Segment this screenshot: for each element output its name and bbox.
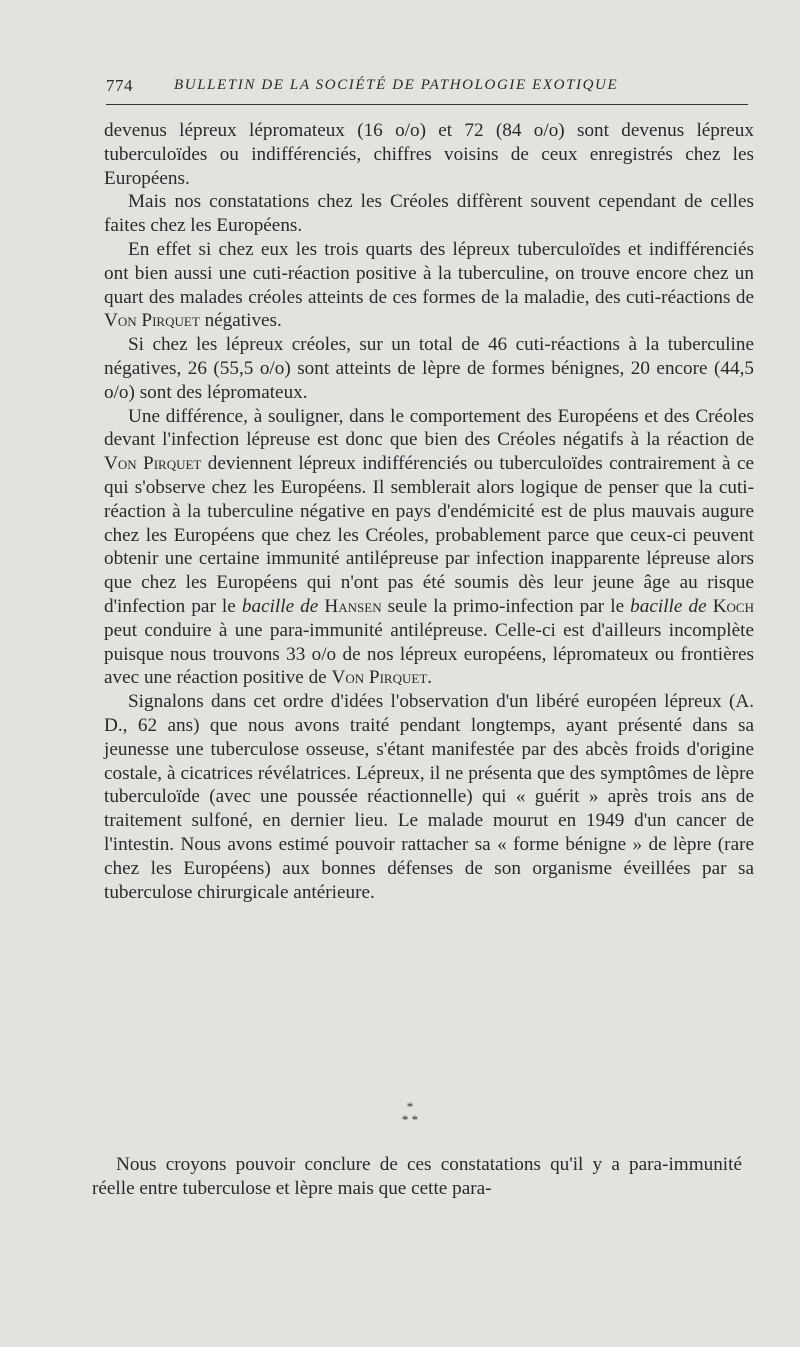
paragraph-p6: Signalons dans cet ordre d'idées l'observation d'un libéré européen lépreux (A. D., 62 ans) que nous avons traité pendant longtemps, ayant présenté dans sa jeunesse une tuberculose osseuse, s'étant manifestée par des abcès froids d'origine costale, à cicatrices révélatrices. Lépreux, il ne présenta que des symptômes de lèpre tuberculoïde (avec une poussée réactionnelle) qui « guérit » après trois ans de traitement sulfoné, en dernier lieu. Le malade mourut en 1949 d'un cancer de l'intestin. Nous avons estimé pouvoir rattacher sa « forme bénigne » de lèpre (rare chez les Européens) aux bonnes défenses de son organisme éveillées par sa tuberculose chirurgicale antérieure. — [104, 691, 754, 903]
text-run: deviennent lépreux indifférenciés ou tuberculoïdes contrairement à ce qui s'observe chez les Européens. Il semblerait alors logique de penser que la cuti-réaction à la tuberculine négative en pays d'endémicité est de plus mauvais augure chez les Européens que chez les Créoles, probablement parce que ceux-ci peuvent obtenir une certaine immunité antilépreuse par infection inapparente lépreuse alors que chez les Européens qui n'ont pas été soumis dès leur jeune âge au risque d'infection par le — [104, 453, 754, 617]
text-run: peut conduire à une para-immunité antilépreuse. Celle-ci est d'ailleurs incomplète puisque nous trouvons 33 o/o de nos lépreux européens, lépromateux ou frontières avec une réaction positive de — [104, 619, 754, 689]
text-run: seule la primo-infection par le — [381, 595, 631, 617]
page-header — [106, 76, 746, 102]
text-run: . — [427, 667, 433, 689]
asterism-top: * — [406, 1099, 414, 1114]
body-text — [104, 119, 754, 904]
small-caps-name: Von Pirquet — [104, 310, 200, 332]
paragraph-p4: Si chez les lépreux créoles, sur un total de 46 cuti-réactions à la tuberculine négatives, 26 (55,5 o/o) sont atteints de lèpre de formes bénignes, 20 encore (44,5 o/o) sont des lépromateux. — [104, 334, 754, 403]
asterism-bottom: * * — [401, 1112, 419, 1127]
paragraph-p5 — [104, 405, 754, 691]
text-run: Une différence, à souligner, dans le comportement des Européens et des Créoles devant l'infection lépreuse est donc que bien des Créoles négatifs à la réaction de — [104, 405, 754, 451]
asterism-separator — [380, 1100, 440, 1136]
paragraph-p1: devenus lépreux lépromateux (16 o/o) et 72 (84 o/o) sont devenus lépreux tuberculoïdes ou indifférenciés, chiffres voisins de ceux enregistrés chez les Européens. — [104, 120, 754, 189]
small-caps-name: Koch — [712, 595, 754, 617]
italic-term: bacille de — [630, 595, 707, 617]
small-caps-name: Von Pirquet — [331, 667, 428, 689]
paragraph-p3 — [104, 238, 754, 333]
running-head: BULLETIN DE LA SOCIÉTÉ DE PATHOLOGIE EXOTIQUE — [174, 77, 619, 93]
italic-term: bacille de — [241, 595, 319, 617]
final-paragraph: Nous croyons pouvoir conclure de ces constatations qu'il y a para-immunité réelle entre tuberculose et lèpre mais que cette para- — [92, 1154, 742, 1199]
text-run: En effet si chez eux les trois quarts des lépreux tuberculoïdes et indifférenciés ont bien aussi une cuti-réaction positive à la tuberculine, on trouve encore chez un quart des malades créoles atteints de ces formes de la maladie, des cuti-réactions de — [104, 238, 754, 308]
paragraph-p2: Mais nos constatations chez les Créoles diffèrent souvent cependant de celles faites chez les Européens. — [104, 191, 754, 237]
text-run: négatives. — [199, 310, 282, 332]
final-section — [92, 1153, 742, 1201]
page-number: 774 — [106, 76, 133, 95]
small-caps-name: Hansen — [324, 595, 382, 617]
header-rule — [106, 104, 748, 105]
small-caps-name: Von Pirquet — [104, 453, 202, 475]
